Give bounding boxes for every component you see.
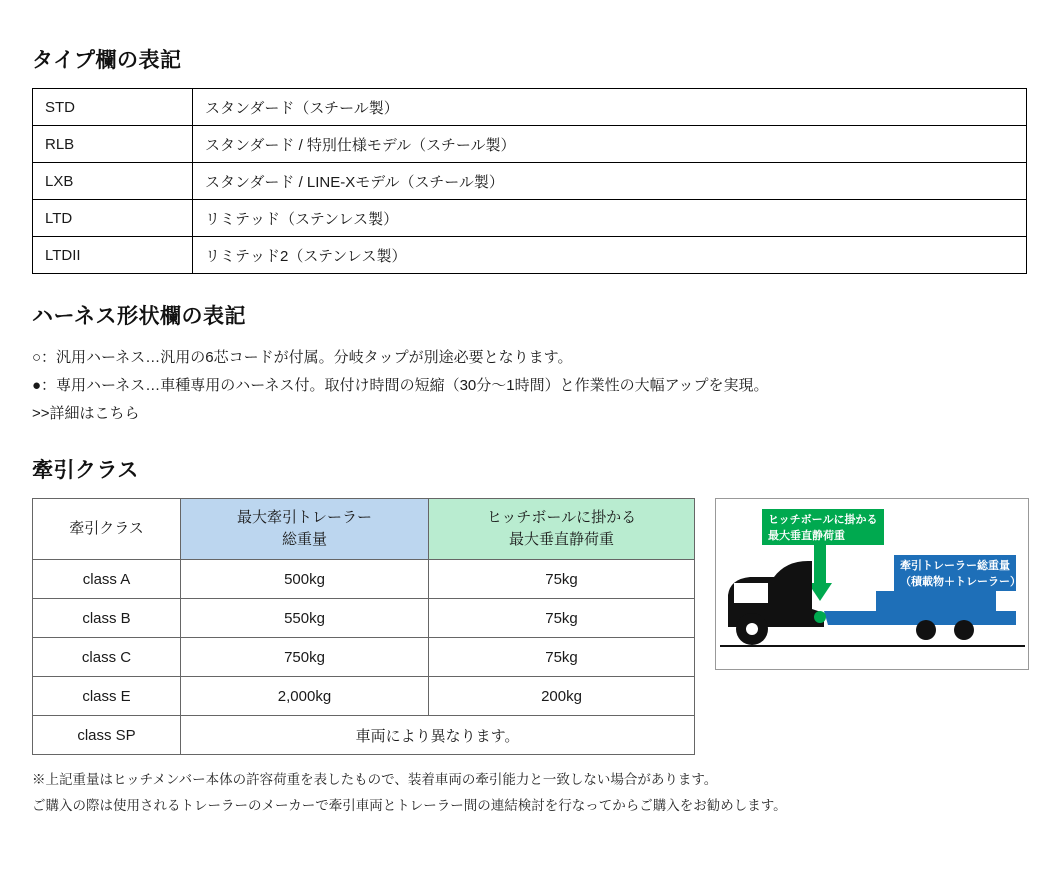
harness-section-title: ハーネス形状欄の表記 (32, 305, 246, 328)
type-code: RLB (33, 126, 193, 163)
tow-notes (32, 767, 1029, 819)
trailer-load (876, 591, 996, 613)
tow-vehicle-hubcap (746, 623, 758, 635)
table-row (33, 716, 695, 755)
harness-description (32, 344, 1029, 428)
table-row (33, 200, 1027, 237)
th-max-vertical-load (429, 499, 695, 560)
trailer-weight-label-line2: （積載物＋トレーラー） (900, 576, 1021, 588)
th-weight-line1: 最大牽引トレーラー (236, 509, 372, 526)
tow-diagram-svg (716, 499, 1029, 669)
ground-line (720, 645, 1025, 647)
tow-section-title: 牽引クラス (32, 459, 139, 482)
type-desc: スタンダード / 特別仕様モデル（スチール製） (193, 126, 1027, 163)
trailer-wheel-right (954, 620, 974, 640)
tow-content (32, 498, 1029, 755)
type-code: LTD (33, 200, 193, 237)
table-row (33, 599, 695, 638)
type-code: LTDII (33, 237, 193, 274)
type-desc: リミテッド（ステンレス製） (193, 200, 1027, 237)
harness-dedicated-line: ●：専用ハーネス…車種専用のハーネス付。取付け時間の短縮（30分〜1時間）と作業性の大幅アップを実現。 (32, 377, 769, 394)
vertical-load-label-line1: ヒッチボールに掛かる (768, 514, 878, 526)
tow-class-name: class A (33, 560, 181, 599)
trailer-wheel-left (916, 620, 936, 640)
th-vertical-line1: ヒッチボールに掛かる (486, 509, 637, 526)
tow-class-table (32, 498, 695, 755)
tow-class-weight: 2,000kg (181, 677, 429, 716)
tow-class-vertical: 75kg (429, 599, 695, 638)
tow-class-weight: 500kg (181, 560, 429, 599)
type-section-title: タイプ欄の表記 (32, 49, 182, 72)
th-tow-class: 牽引クラス (33, 499, 181, 560)
tow-class-weight: 550kg (181, 599, 429, 638)
th-vertical-line2: 最大垂直静荷重 (508, 531, 614, 548)
type-table (32, 88, 1027, 274)
tow-note-2: ご購入の際は使用されるトレーラーのメーカーで牽引車両とトレーラー間の連結検討を行なってからご購入をお勧めします。 (32, 798, 787, 813)
type-desc: スタンダード（スチール製） (193, 89, 1027, 126)
type-code: STD (33, 89, 193, 126)
tow-class-name: class B (33, 599, 181, 638)
table-row (33, 560, 695, 599)
tow-class-weight: 750kg (181, 638, 429, 677)
table-row (33, 638, 695, 677)
tow-class-vertical: 75kg (429, 560, 695, 599)
table-header-row (33, 499, 695, 560)
vertical-load-arrow-shaft (814, 545, 826, 585)
tow-class-name: class SP (33, 716, 181, 755)
table-row (33, 237, 1027, 274)
tow-vehicle-window (734, 583, 768, 603)
table-row (33, 89, 1027, 126)
tow-class-name: class E (33, 677, 181, 716)
th-max-trailer-weight (181, 499, 429, 560)
vertical-load-label-line2: 最大垂直静荷重 (768, 530, 845, 542)
harness-details-link[interactable]: >>詳細はこちら (32, 405, 140, 422)
hitch-ball-point (814, 611, 826, 623)
table-row (33, 163, 1027, 200)
type-desc: スタンダード / LINE-Xモデル（スチール製） (193, 163, 1027, 200)
tow-note-1: ※上記重量はヒッチメンバー本体の許容荷重を表したもので、装着車両の牽引能力と一致しない場合があります。 (32, 772, 718, 787)
tow-class-vertical: 75kg (429, 638, 695, 677)
tow-class-note: 車両により異なります。 (181, 716, 695, 755)
tow-class-name: class C (33, 638, 181, 677)
type-desc: リミテッド2（ステンレス製） (193, 237, 1027, 274)
type-code: LXB (33, 163, 193, 200)
tow-diagram (715, 498, 1029, 670)
tow-class-vertical: 200kg (429, 677, 695, 716)
harness-universal-line: ○：汎用ハーネス…汎用の6芯コードが付属。分岐タップが別途必要となります。 (32, 349, 573, 366)
th-weight-line2: 総重量 (281, 531, 327, 548)
trailer-weight-label-line1: 牽引トレーラー総重量 (900, 560, 1010, 572)
table-row (33, 126, 1027, 163)
table-row (33, 677, 695, 716)
